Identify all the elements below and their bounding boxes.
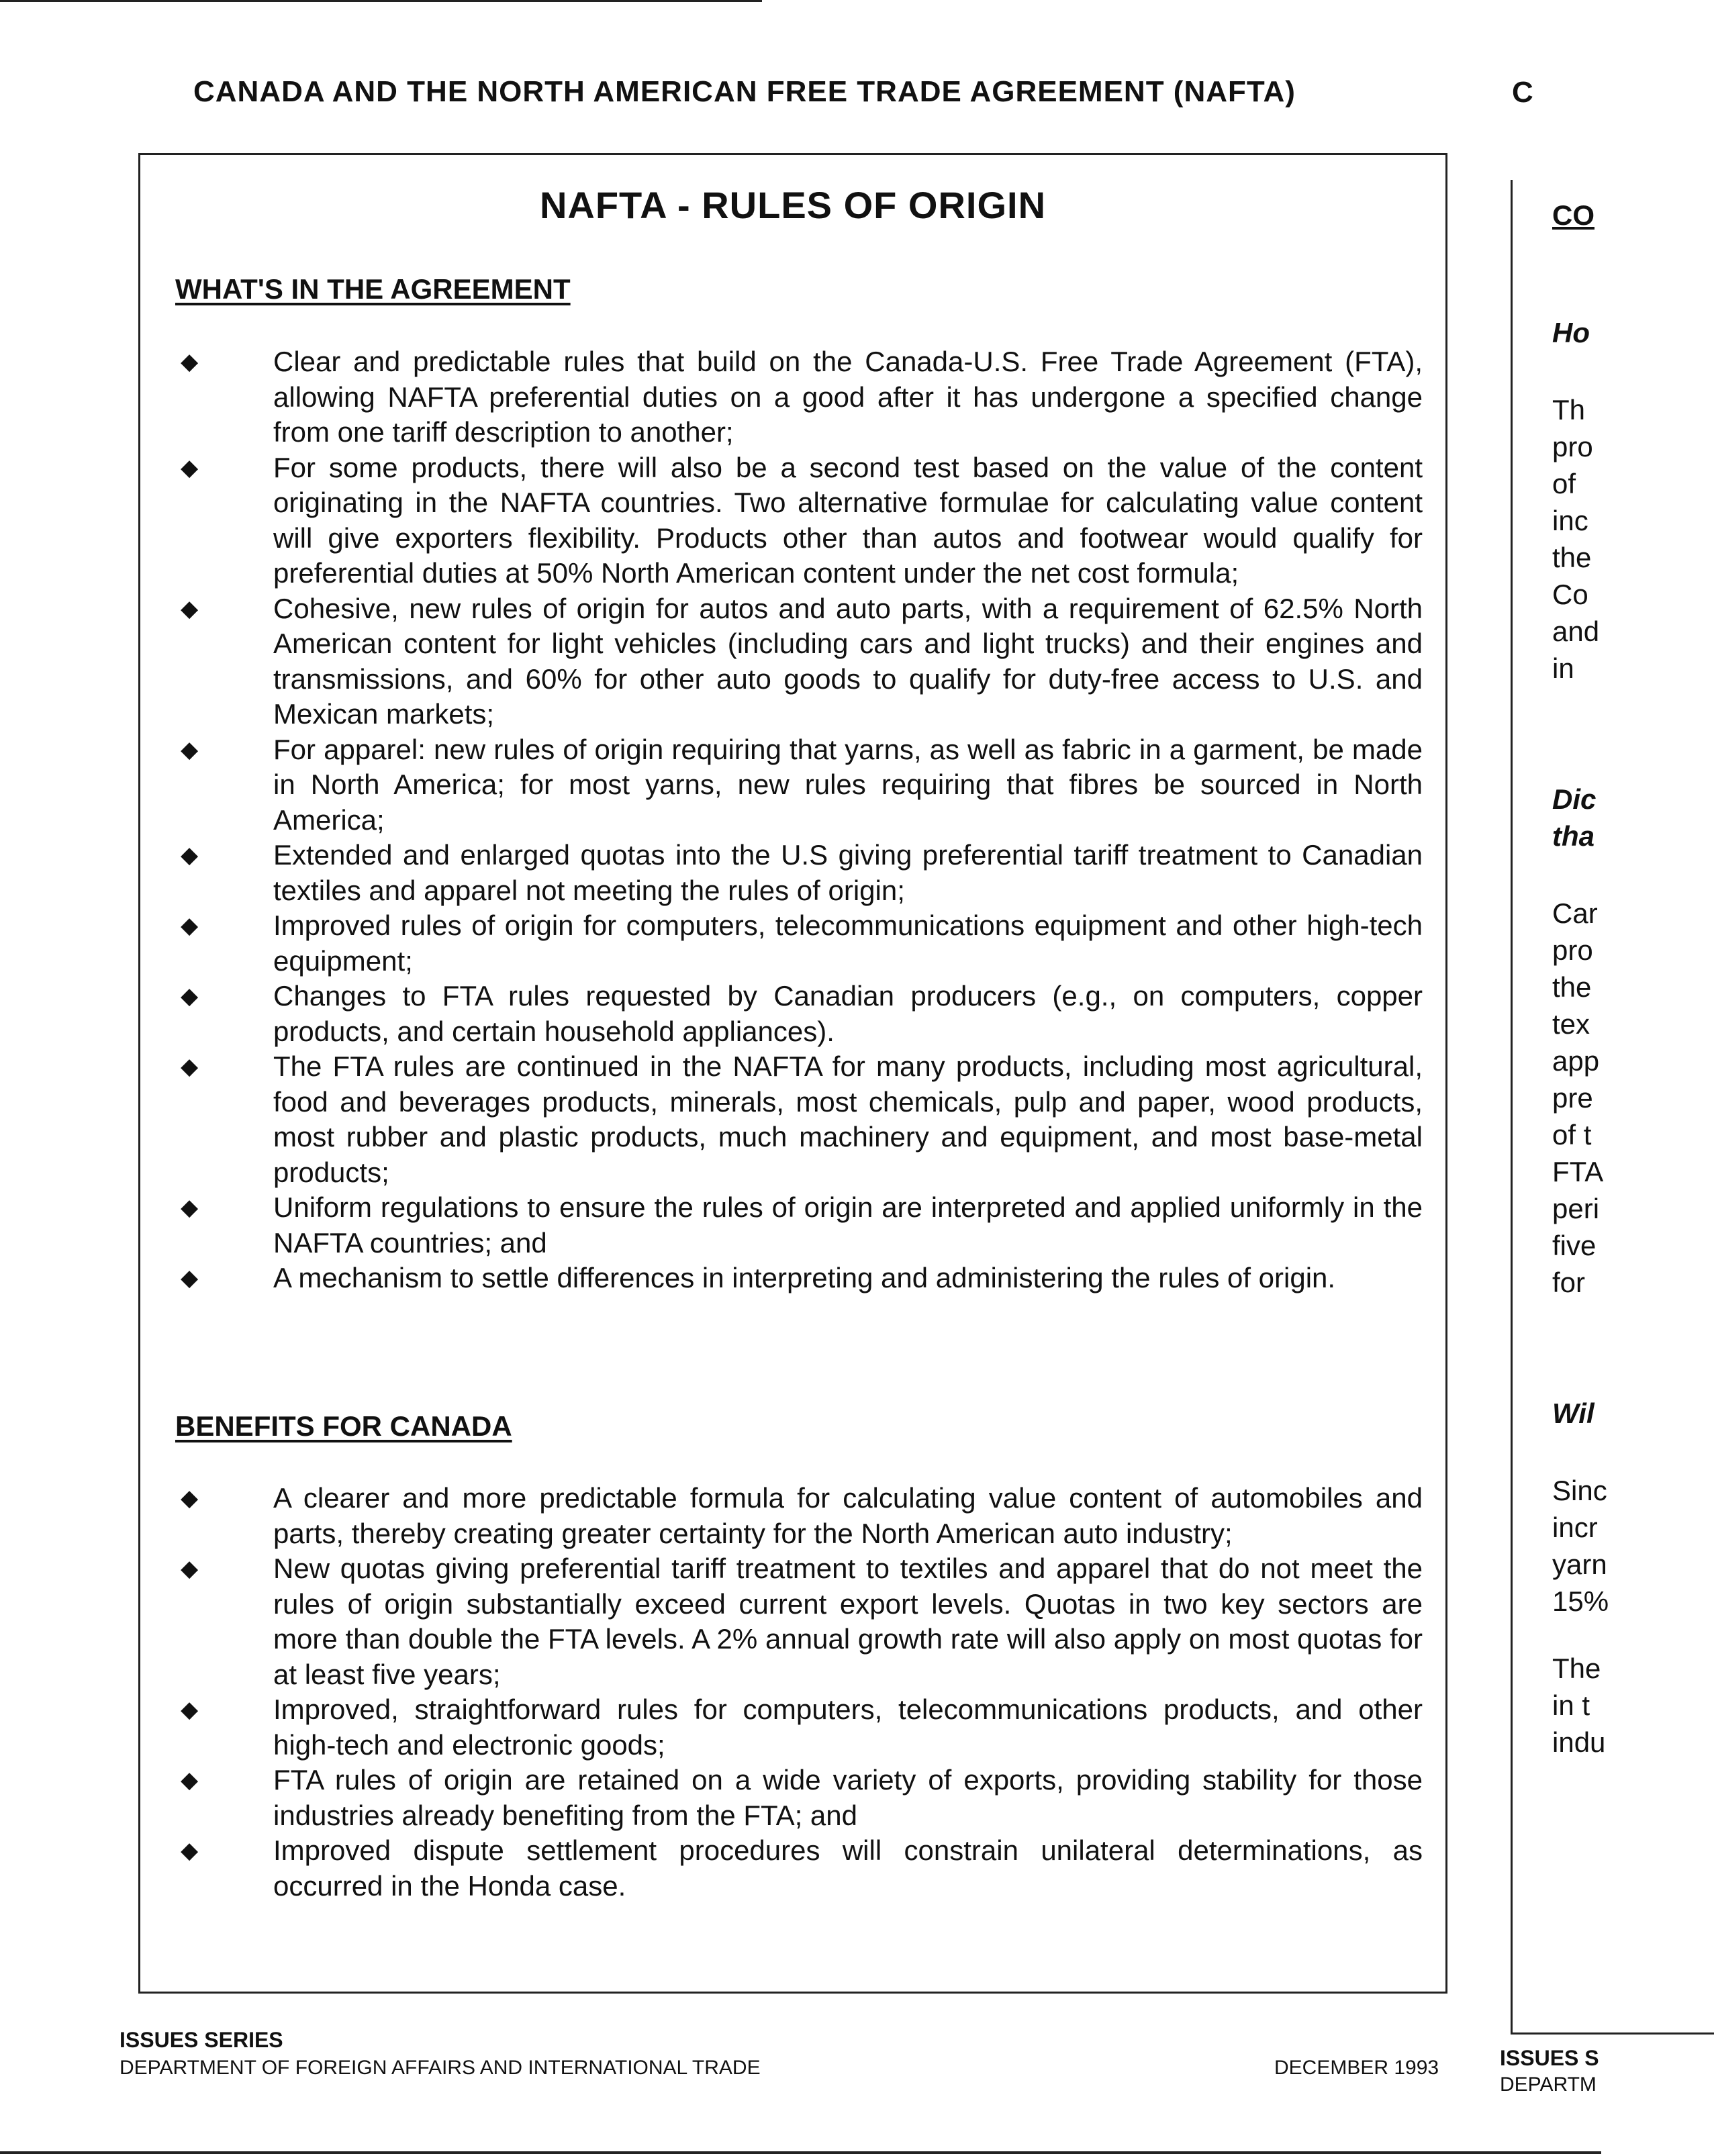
bullet-item <box>181 908 1423 979</box>
adjacent-fragment: Co <box>1552 579 1588 610</box>
adjacent-fragment: indu <box>1552 1726 1606 1758</box>
diamond-bullet-icon: ◆ <box>181 1265 199 1291</box>
bullet-text: Improved dispute settlement procedures will constrain unilateral determinations, as occurred in the Honda case. <box>273 1834 1423 1902</box>
bullet-text: FTA rules of origin are retained on a wide variety of exports, providing stability for those industries already benefiting from the FTA; and <box>273 1764 1423 1831</box>
footer-department: DEPARTMENT OF FOREIGN AFFAIRS AND INTERNATIONAL TRADE <box>120 2057 761 2079</box>
diamond-bullet-icon: ◆ <box>181 1485 199 1511</box>
bullet-item <box>181 732 1423 838</box>
bullet-item <box>181 450 1423 591</box>
adjacent-fragment: C <box>1512 76 1533 109</box>
diamond-bullet-icon: ◆ <box>181 983 199 1009</box>
adjacent-fragment: yarn <box>1552 1549 1607 1580</box>
adjacent-fragment: incr <box>1552 1512 1598 1543</box>
diamond-bullet-icon: ◆ <box>181 1838 199 1863</box>
adjacent-fragment: pre <box>1552 1082 1593 1114</box>
bullet-item <box>181 838 1423 908</box>
diamond-bullet-icon: ◆ <box>181 454 199 481</box>
adjacent-fragment: inc <box>1552 505 1588 536</box>
bullet-text: A clearer and more predictable formula for calculating value content of automobiles and parts, thereby creating greater certainty for the North American auto industry; <box>273 1482 1423 1549</box>
adjacent-fragment: five <box>1552 1230 1597 1261</box>
adjacent-fragment: of t <box>1552 1119 1592 1150</box>
adjacent-fragment: in t <box>1552 1689 1590 1721</box>
diamond-bullet-icon: ◆ <box>181 842 199 868</box>
adjacent-fragment: peri <box>1552 1193 1600 1224</box>
adjacent-fragment: in <box>1552 652 1574 684</box>
adjacent-fragment: the <box>1552 542 1592 573</box>
diamond-bullet-icon: ◆ <box>181 736 199 763</box>
adjacent-fragment: Ho <box>1552 317 1590 348</box>
benefits-heading: BENEFITS FOR CANADA <box>175 1410 512 1442</box>
bullet-item <box>181 1190 1423 1261</box>
adjacent-fragment: ISSUES S <box>1500 2046 1599 2070</box>
diamond-bullet-icon: ◆ <box>181 1767 199 1793</box>
bullet-text: Extended and enlarged quotas into the U.S giving preferential tariff treatment to Canadian textiles and apparel not meeting the rules of origin; <box>273 839 1423 906</box>
adjacent-fragment: CO <box>1552 199 1594 231</box>
adjacent-fragment: DEPARTM <box>1500 2073 1597 2096</box>
adjacent-fragment: The <box>1552 1653 1601 1684</box>
bullet-item <box>181 1692 1423 1763</box>
benefits-list <box>181 1481 1423 1904</box>
diamond-bullet-icon: ◆ <box>181 595 199 622</box>
adjacent-fragment: pro <box>1552 431 1593 462</box>
bullet-item <box>181 1049 1423 1190</box>
adjacent-page-edge <box>1498 0 1609 2156</box>
adjacent-fragment: Th <box>1552 394 1586 426</box>
bullet-text: Improved, straightforward rules for computers, telecommunications products, and other high-tech and electronic goods; <box>273 1694 1423 1761</box>
bullet-item <box>181 1261 1423 1296</box>
page-header: CANADA AND THE NORTH AMERICAN FREE TRADE AGREEMENT (NAFTA) <box>193 75 1296 108</box>
diamond-bullet-icon: ◆ <box>181 1697 199 1722</box>
box-title: NAFTA - RULES OF ORIGIN <box>539 184 1047 226</box>
bottom-rule <box>0 2151 1601 2154</box>
footer-date: DECEMBER 1993 <box>1274 2057 1439 2079</box>
bullet-text: For some products, there will also be a second test based on the value of the content originating in the NAFTA countries. Two alternative formulae for calculating value content will give exporters flexibility. Products other than autos and footwear would qualify for preferential duties at 50% North American content under the net cost formula; <box>273 451 1423 589</box>
diamond-bullet-icon: ◆ <box>181 1195 199 1220</box>
adjacent-fragment: and <box>1552 616 1600 647</box>
adjacent-fragment: 15% <box>1552 1585 1609 1617</box>
agreement-heading: WHAT'S IN THE AGREEMENT <box>175 273 571 305</box>
bullet-item <box>181 344 1423 450</box>
bullet-item <box>181 979 1423 1049</box>
bullet-text: The FTA rules are continued in the NAFTA for many products, including most agricultural, food and beverages products, minerals, most chemicals, pulp and paper, wood products, most rubber and plastic products, much machinery and equipment, and most base-metal products; <box>273 1050 1423 1188</box>
bullet-item <box>181 1833 1423 1904</box>
adjacent-fragment: Dic <box>1552 783 1597 815</box>
adjacent-fragment: for <box>1552 1267 1586 1298</box>
bullet-text: Improved rules of origin for computers, telecommunications equipment and other high-tech equipment; <box>273 910 1423 977</box>
adjacent-fragment: Sinc <box>1552 1475 1607 1506</box>
adjacent-fragment: pro <box>1552 934 1593 966</box>
bullet-text: Uniform regulations to ensure the rules of origin are interpreted and applied uniformly in the NAFTA countries; and <box>273 1191 1423 1259</box>
diamond-bullet-icon: ◆ <box>181 1054 199 1079</box>
adjacent-fragment: of <box>1552 468 1576 499</box>
bullet-item <box>181 1763 1423 1833</box>
bullet-item <box>181 1551 1423 1692</box>
bullet-item <box>181 1481 1423 1551</box>
bullet-text: Clear and predictable rules that build on the Canada-U.S. Free Trade Agreement (FTA), allowing NAFTA preferential duties on a good after it has undergone a specified change from one tariff description to another; <box>273 346 1423 448</box>
adjacent-fragment: tha <box>1552 820 1594 852</box>
adjacent-fragment: the <box>1552 971 1592 1003</box>
diamond-bullet-icon: ◆ <box>181 913 199 938</box>
adjacent-fragment: Car <box>1552 897 1598 929</box>
adjacent-fragment: Wil <box>1552 1398 1594 1429</box>
diamond-bullet-icon: ◆ <box>181 349 199 375</box>
adjacent-fragment: tex <box>1552 1008 1590 1040</box>
top-rule <box>0 0 762 2</box>
bullet-text: A mechanism to settle differences in interpreting and administering the rules of origin. <box>273 1262 1336 1293</box>
rules-of-origin-box <box>138 153 1447 1994</box>
bullet-text: Cohesive, new rules of origin for autos and auto parts, with a requirement of 62.5% North American content for light vehicles (including cars and light trucks) and their engines and transmissions, and 60% for other auto goods to qualify for duty-free access to U.S. and Mexican markets; <box>273 592 1423 730</box>
agreement-list <box>181 344 1423 1296</box>
footer-series: ISSUES SERIES <box>120 2028 283 2052</box>
bullet-item <box>181 591 1423 732</box>
bullet-text: Changes to FTA rules requested by Canadian producers (e.g., on computers, copper products, and certain household appliances). <box>273 980 1423 1047</box>
adjacent-page-box <box>1511 180 1714 2035</box>
bullet-text: New quotas giving preferential tariff treatment to textiles and apparel that do not meet the rules of origin substantially exceed current export levels. Quotas in two key sectors are more than double the FTA levels. A 2% annual growth rate will also apply on most quotas for at least five years; <box>273 1553 1423 1690</box>
bullet-text: For apparel: new rules of origin requiring that yarns, as well as fabric in a garment, be made in North America; for most yarns, new rules requiring that fibres be sourced in North America; <box>273 733 1423 836</box>
adjacent-fragment: app <box>1552 1045 1600 1077</box>
adjacent-fragment: FTA <box>1552 1156 1604 1187</box>
diamond-bullet-icon: ◆ <box>181 1556 199 1581</box>
